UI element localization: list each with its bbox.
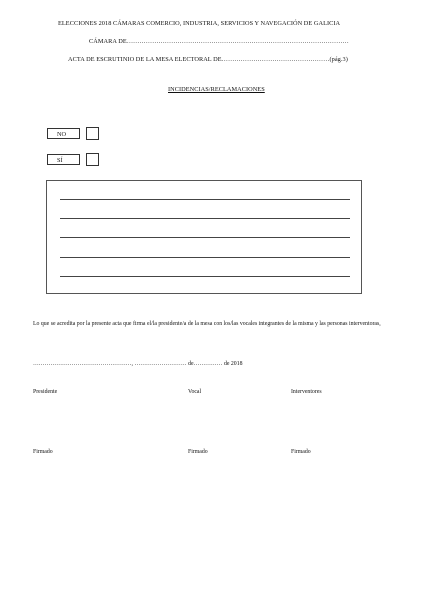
no-option-label: [47, 128, 80, 139]
writing-line: [60, 237, 350, 238]
signed-interventores: Firmado: [291, 449, 311, 455]
writing-line: [60, 276, 350, 277]
acta-line: ACTA DE ESCRUTINIO DE LA MESA ELECTORAL DE……………………………………………(pág.3): [68, 56, 348, 63]
writing-line: [60, 199, 350, 200]
no-label-text: NO: [57, 131, 67, 138]
writing-line: [60, 257, 350, 258]
place-date-line: ……………………………………………, ……………………… de…………… de 2018: [33, 361, 243, 367]
section-heading: INCIDENCIAS/RECLAMACIONES: [168, 86, 265, 93]
document-title: ELECCIONES 2018 CÁMARAS COMERCIO, INDUSTRIA, SERVICIOS Y NAVEGACIÓN DE GALICIA: [58, 20, 341, 27]
writing-line: [60, 218, 350, 219]
incidences-box[interactable]: [46, 180, 362, 294]
role-vocal: Vocal: [188, 389, 202, 395]
si-option-label: [47, 154, 80, 165]
si-checkbox[interactable]: [86, 153, 99, 166]
role-interventores: Interventores: [291, 389, 322, 395]
si-label-text: SÍ: [57, 157, 63, 164]
signed-presidente: Firmado: [33, 449, 53, 455]
role-presidente: Presidente: [33, 389, 58, 395]
declaration-text: Lo que se acredita por la presente acta que firma el/la presidente/a de la mesa con los/las vocales integrantes de la misma y las personas interventoras,: [33, 321, 381, 327]
no-checkbox[interactable]: [86, 127, 99, 140]
camara-line: CÁMARA DE……………………………………………………………………………………………: [89, 38, 349, 45]
signed-vocal: Firmado: [188, 449, 208, 455]
